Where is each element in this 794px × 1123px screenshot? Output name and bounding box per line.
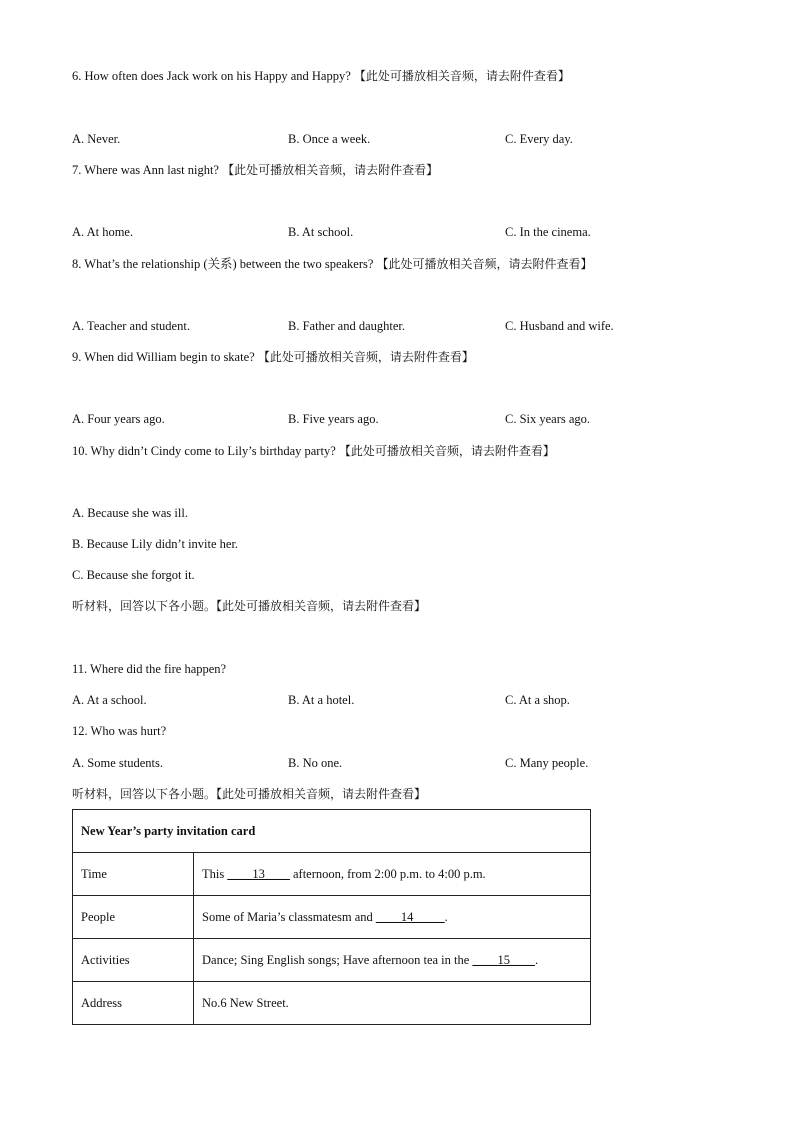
q9-option-b: B. Five years ago. xyxy=(288,412,379,426)
q8-option-b: B. Father and daughter. xyxy=(288,319,405,333)
q9-option-c: C. Six years ago. xyxy=(505,412,591,426)
table-row xyxy=(73,896,591,939)
section-instruction-2[interactable]: 听材料，回答以下各小题。【此处可播放相关音频，请去附件查看】 xyxy=(72,787,427,801)
q11-option-a: A. At a school. xyxy=(72,693,147,707)
q10-option-a: A. Because she was ill. xyxy=(72,506,188,520)
table-row xyxy=(73,853,591,896)
row-value: This ____13____ afternoon, from 2:00 p.m. to 4:00 p.m. xyxy=(194,853,591,896)
question-6 xyxy=(72,68,570,84)
q9-option-a: A. Four years ago. xyxy=(72,412,165,426)
q6-option-b: B. Once a week. xyxy=(288,132,371,146)
audio-note[interactable]: 【此处可播放相关音频，请去附件查看】 xyxy=(257,350,474,364)
audio-note[interactable]: 【此处可播放相关音频，请去附件查看】 xyxy=(222,163,439,177)
question-10-text: 10. Why didn’t Cindy come to Lily’s birthday party? xyxy=(72,444,336,458)
row-value: No.6 New Street. xyxy=(194,982,591,1025)
question-12-text: 12. Who was hurt? xyxy=(72,724,167,738)
row-label: People xyxy=(73,896,194,939)
answer-blank-14: ____14_____ xyxy=(375,909,445,924)
table-row xyxy=(73,982,591,1025)
invitation-card-table xyxy=(72,809,591,1025)
answer-blank-15: ____15____ xyxy=(472,952,535,967)
q7-option-c: C. In the cinema. xyxy=(505,225,591,239)
row-label: Activities xyxy=(73,939,194,982)
section-instruction-1[interactable]: 听材料，回答以下各小题。【此处可播放相关音频，请去附件查看】 xyxy=(72,599,427,613)
question-8 xyxy=(72,256,593,272)
row-value: Some of Maria’s classmatesm and ____14_____. xyxy=(194,896,591,939)
q10-option-c: C. Because she forgot it. xyxy=(72,568,195,582)
answer-blank-13: ____13____ xyxy=(227,866,290,881)
q12-option-b: B. No one. xyxy=(288,756,343,770)
question-9 xyxy=(72,349,474,365)
question-9-text: 9. When did William begin to skate? xyxy=(72,350,255,364)
q11-option-c: C. At a shop. xyxy=(505,693,570,707)
q6-option-c: C. Every day. xyxy=(505,132,573,146)
q8-option-a: A. Teacher and student. xyxy=(72,319,190,333)
q10-option-b: B. Because Lily didn’t invite her. xyxy=(72,537,239,551)
audio-note[interactable]: 【此处可播放相关音频，请去附件查看】 xyxy=(338,444,555,458)
q8-option-c: C. Husband and wife. xyxy=(505,319,614,333)
q12-option-a: A. Some students. xyxy=(72,756,163,770)
table-row xyxy=(73,939,591,982)
q7-option-a: A. At home. xyxy=(72,225,134,239)
q12-option-c: C. Many people. xyxy=(505,756,589,770)
question-6-text: 6. How often does Jack work on his Happy and Happy? xyxy=(72,69,351,83)
row-label: Time xyxy=(73,853,194,896)
question-10 xyxy=(72,443,555,459)
question-7-text: 7. Where was Ann last night? xyxy=(72,163,219,177)
card-title: New Year’s party invitation card xyxy=(73,810,591,853)
q6-option-a: A. Never. xyxy=(72,132,121,146)
row-value: Dance; Sing English songs; Have afternoon tea in the ____15____. xyxy=(194,939,591,982)
audio-note[interactable]: 【此处可播放相关音频，请去附件查看】 xyxy=(376,257,593,271)
audio-note[interactable]: 【此处可播放相关音频，请去附件查看】 xyxy=(353,69,570,83)
question-8-text: 8. What’s the relationship (关系) between the two speakers? xyxy=(72,257,374,271)
table-header-row xyxy=(73,810,591,853)
q11-option-b: B. At a hotel. xyxy=(288,693,355,707)
question-7 xyxy=(72,162,438,178)
q7-option-b: B. At school. xyxy=(288,225,354,239)
row-label: Address xyxy=(73,982,194,1025)
question-11-text: 11. Where did the fire happen? xyxy=(72,662,227,676)
